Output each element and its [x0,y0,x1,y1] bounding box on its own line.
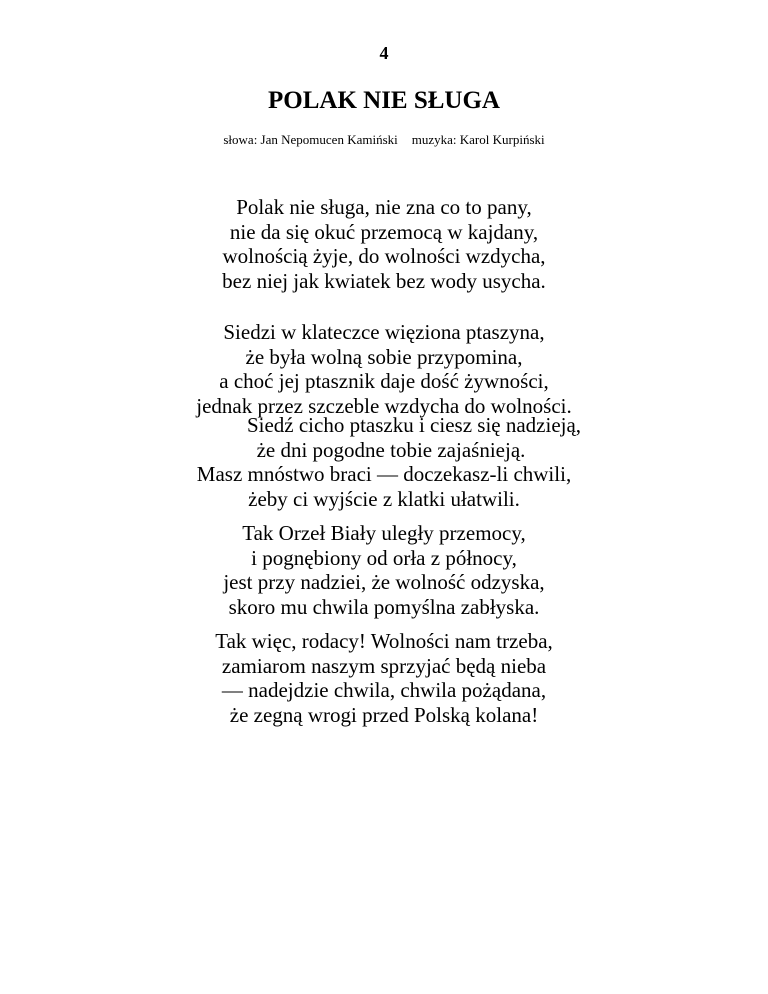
verse-line: żeby ci wyjście z klatki ułatwili. [248,486,520,511]
verse-line: że zegną wrogi przed Polską kolana! [229,702,539,727]
verse-line: nie da się okuć przemocą w kajdany, [229,219,539,244]
verse-line: jest przy nadziei, że wolność odzyska, [223,570,545,594]
verse-line: i pognębiony od orła z północy, [251,545,517,570]
verse-line: bez niej jak kwiatek bez wody usycha. [222,268,546,293]
stanza-2 [0,320,768,418]
verse-line: Siedzi w klateczce więziona ptaszyna, [223,320,545,344]
lyrics-credit: słowa: Jan Nepomucen Kamiński [223,132,398,147]
verse-line: Siedź cicho ptaszku i ciesz się nadzieją, [246,413,582,437]
stanza-5 [0,629,768,727]
verse-line: Tak Orzeł Biały uległy przemocy, [242,521,526,545]
verse-line: że dni pogodne tobie zajaśnieją. [256,437,526,462]
stanza-1 [0,195,768,293]
verse-line: jednak przez szczeble wzdycha do wolności. [196,393,572,418]
verse-line: a choć jej ptasznik daje dość żywności, [219,369,549,393]
song-credits [0,132,768,148]
page-number: 4 [379,43,389,63]
verse-line: wolnością żyje, do wolności wzdycha, [222,244,546,268]
verse-line: że była wolną sobie przypomina, [245,344,523,369]
stanza-3 [0,413,768,511]
verse-line: — nadejdzie chwila, chwila pożądana, [221,678,547,702]
verse-line: Polak nie sługa, nie zna co to pany, [236,195,532,219]
verse-line: skoro mu chwila pomyślna zabłyska. [228,594,540,619]
verse-line: Tak więc, rodacy! Wolności nam trzeba, [215,629,553,653]
music-credit: muzyka: Karol Kurpiński [411,132,545,147]
stanza-4 [0,521,768,619]
verse-line: Masz mnóstwo braci — doczekasz-li chwili, [196,462,572,486]
verse-line: zamiarom naszym sprzyjać będą nieba [221,653,547,678]
song-title: POLAK NIE SŁUGA [268,87,500,114]
